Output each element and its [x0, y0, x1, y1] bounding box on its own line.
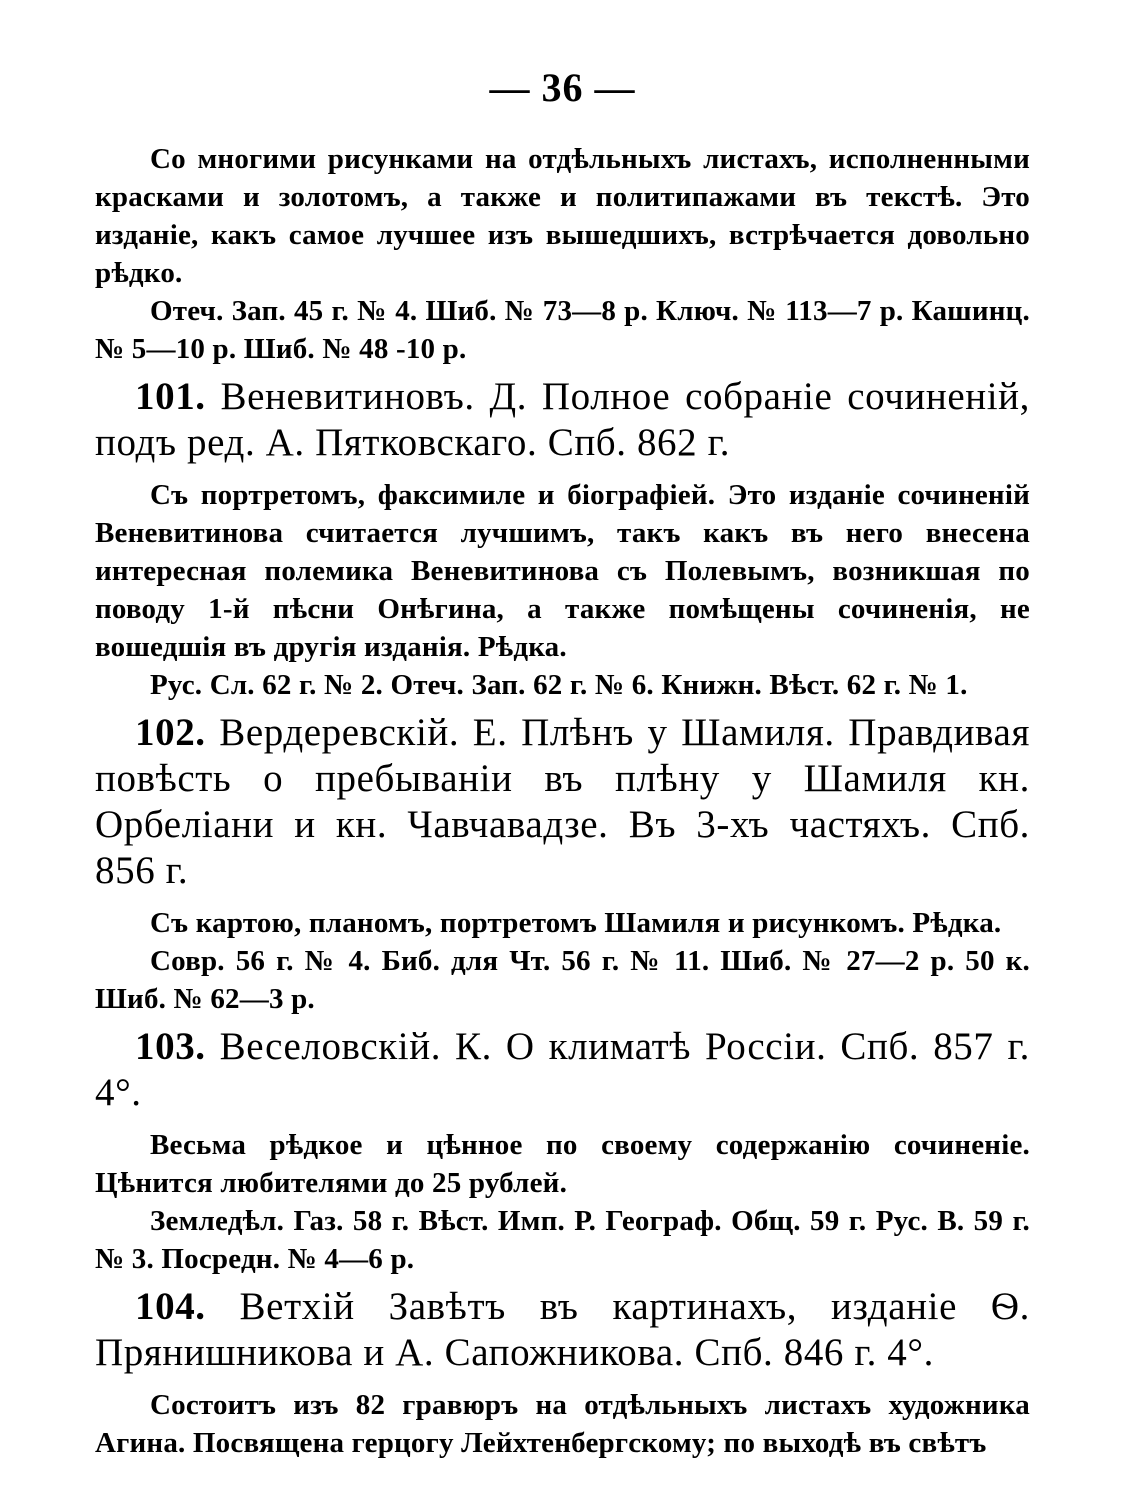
entry-title-text: Веневитиновъ. Д. Полное собраніе сочиненій, подъ ред. А. Пятковскаго. Спб. 862 г. — [95, 375, 1030, 464]
entry-note: Со многими рисунками на отдѣльныхъ листахъ, исполненными красками и золотомъ, а также и политипажами въ текстѣ. Это изданіе, какъ самое лучшее изъ вышедшихъ, встрѣчается довольно рѣдко. — [95, 143, 1030, 289]
entry-title — [95, 710, 1030, 894]
entry-number: 102. — [135, 711, 206, 754]
page-number: — 36 — — [489, 65, 636, 110]
entry-103 — [95, 1024, 1030, 1278]
entry-100-continuation — [95, 140, 1030, 368]
entry-references: Отеч. Зап. 45 г. № 4. Шиб. № 73—8 р. Ключ. № 113—7 р. Кашинц. № 5—10 р. Шиб. № 48 -10 р. — [95, 295, 1030, 365]
entry-104 — [95, 1284, 1030, 1462]
entry-note: Съ портретомъ, факсимиле и біографіей. Это изданіе сочиненій Веневитинова считается лучшимъ, такъ какъ въ него внесена интересная полемика Веневитинова съ Полевымъ, возникшая по поводу 1-й пѣсни Онѣгина, а также помѣщены сочиненія, не вошедшія въ другія изданія. Рѣдка. — [95, 479, 1030, 663]
entry-number: 101. — [135, 375, 206, 418]
entry-102 — [95, 710, 1030, 1018]
entry-title — [95, 1284, 1030, 1376]
entry-101 — [95, 374, 1030, 704]
book-page — [95, 62, 1030, 1462]
entry-title-text: Ветхій Завѣтъ въ картинахъ, изданіе Ѳ. Прянишникова и А. Сапожникова. Спб. 846 г. 4°. — [95, 1285, 1030, 1374]
entry-note: Состоитъ изъ 82 гравюръ на отдѣльныхъ листахъ художника Агина. Посвящена герцогу Лейхтенбергскому; по выходѣ въ свѣтъ — [95, 1389, 1030, 1459]
entry-number: 104. — [135, 1285, 206, 1328]
entry-references: Совр. 56 г. № 4. Биб. для Чт. 56 г. № 11. Шиб. № 27—2 р. 50 к. Шиб. № 62—3 р. — [95, 945, 1030, 1015]
entry-note: Весьма рѣдкое и цѣнное по своему содержанію сочиненіе. Цѣнится любителями до 25 рублей. — [95, 1129, 1030, 1199]
entry-title-text: Веселовскій. К. О климатѣ Россіи. Спб. 857 г. 4°. — [95, 1025, 1030, 1114]
entry-number: 103. — [135, 1025, 206, 1068]
entry-title — [95, 1024, 1030, 1116]
entry-references: Рус. Сл. 62 г. № 2. Отеч. Зап. 62 г. № 6. Книжн. Вѣст. 62 г. № 1. — [150, 669, 968, 701]
entry-title-text: Вердеревскій. Е. Плѣнъ у Шамиля. Правдивая повѣсть о пребываніи въ плѣну у Шамиля кн. Орбеліани и кн. Чавчавадзе. Въ 3-хъ частяхъ. Спб. 856 г. — [95, 711, 1030, 892]
entry-note: Съ картою, планомъ, портретомъ Шамиля и рисункомъ. Рѣдка. — [150, 907, 1002, 939]
entry-title — [95, 374, 1030, 466]
entry-references: Земледѣл. Газ. 58 г. Вѣст. Имп. Р. Географ. Общ. 59 г. Рус. В. 59 г. № 3. Посредн. № 4—6 р. — [95, 1205, 1030, 1275]
